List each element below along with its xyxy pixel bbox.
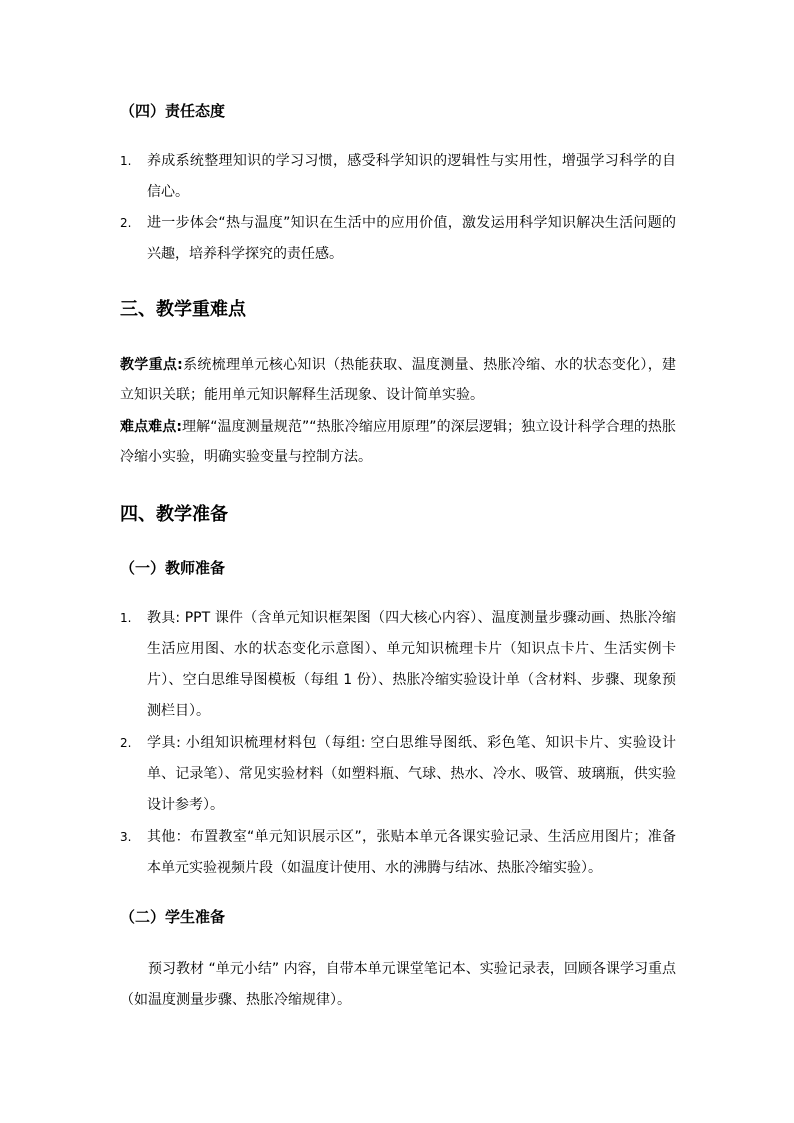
list-number: 1. bbox=[120, 611, 132, 625]
section-heading-student: （二）学生准备 bbox=[120, 908, 226, 926]
list-number: 1. bbox=[120, 154, 132, 168]
list-item bbox=[120, 208, 676, 270]
difficult-point-paragraph bbox=[120, 412, 676, 472]
key-point-text: 系统梳理单元核心知识（热能获取、温度测量、热胀冷缩、水的状态变化），建立知识关联；能用单元知识解释生活现象、设计简单实验。 bbox=[120, 357, 677, 403]
list-item bbox=[120, 146, 676, 208]
key-point-label: 教学重点: bbox=[120, 357, 183, 373]
list-text: 教具: PPT 课件（含单元知识框架图（四大核心内容）、温度测量步骤动画、热胀冷缩生活应用图、水的状态变化示意图）、单元知识梳理卡片（知识点卡片、生活实例卡片）、空白思维导图模板（每组 1 份）、热胀冷缩实验设计单（含材料、步骤、现象预测栏目）。 bbox=[147, 610, 676, 719]
list-item bbox=[120, 822, 676, 884]
list-text: 养成系统整理知识的学习习惯，感受科学知识的逻辑性与实用性，增强学习科学的自信心。 bbox=[147, 153, 676, 200]
key-point-paragraph bbox=[120, 350, 676, 410]
list-text: 学具: 小组知识梳理材料包（每组: 空白思维导图纸、彩色笔、知识卡片、实验设计单、记录笔）、常见实验材料（如塑料瓶、气球、热水、冷水、吸管、玻璃瓶，供实验设计参考）。 bbox=[147, 735, 676, 813]
list-number: 3. bbox=[120, 830, 132, 844]
difficult-point-text: 理解“温度测量规范”“热胀冷缩应用原理”的深层逻辑；独立设计科学合理的热胀冷缩小实验，明确实验变量与控制方法。 bbox=[120, 419, 676, 465]
student-preparation-paragraph: 预习教材 “单元小结” 内容，自带本单元课堂笔记本、实验记录表，回顾各课学习重点（如温度测量步骤、热胀冷缩规律）。 bbox=[120, 961, 676, 1008]
difficult-point-label: 难点难点: bbox=[120, 419, 182, 435]
section-heading-teacher: （一）教师准备 bbox=[120, 559, 226, 577]
list-item bbox=[120, 603, 676, 727]
part-heading-preparation: 四、教学准备 bbox=[120, 504, 228, 525]
list-text: 进一步体会“热与温度”知识在生活中的应用价值，激发运用科学知识解决生活问题的兴趣，培养科学探究的责任感。 bbox=[147, 215, 676, 262]
list-number: 2. bbox=[120, 736, 132, 750]
section-heading-responsibility: （四）责任态度 bbox=[120, 102, 226, 120]
list-item bbox=[120, 728, 676, 821]
part-heading-key-points: 三、教学重难点 bbox=[120, 299, 246, 320]
list-number: 2. bbox=[120, 216, 132, 230]
list-text: 其他：布置教室“单元知识展示区”，张贴本单元各课实验记录、生活应用图片；准备本单元实验视频片段（如温度计使用、水的沸腾与结冰、热胀冷缩实验）。 bbox=[147, 829, 676, 876]
